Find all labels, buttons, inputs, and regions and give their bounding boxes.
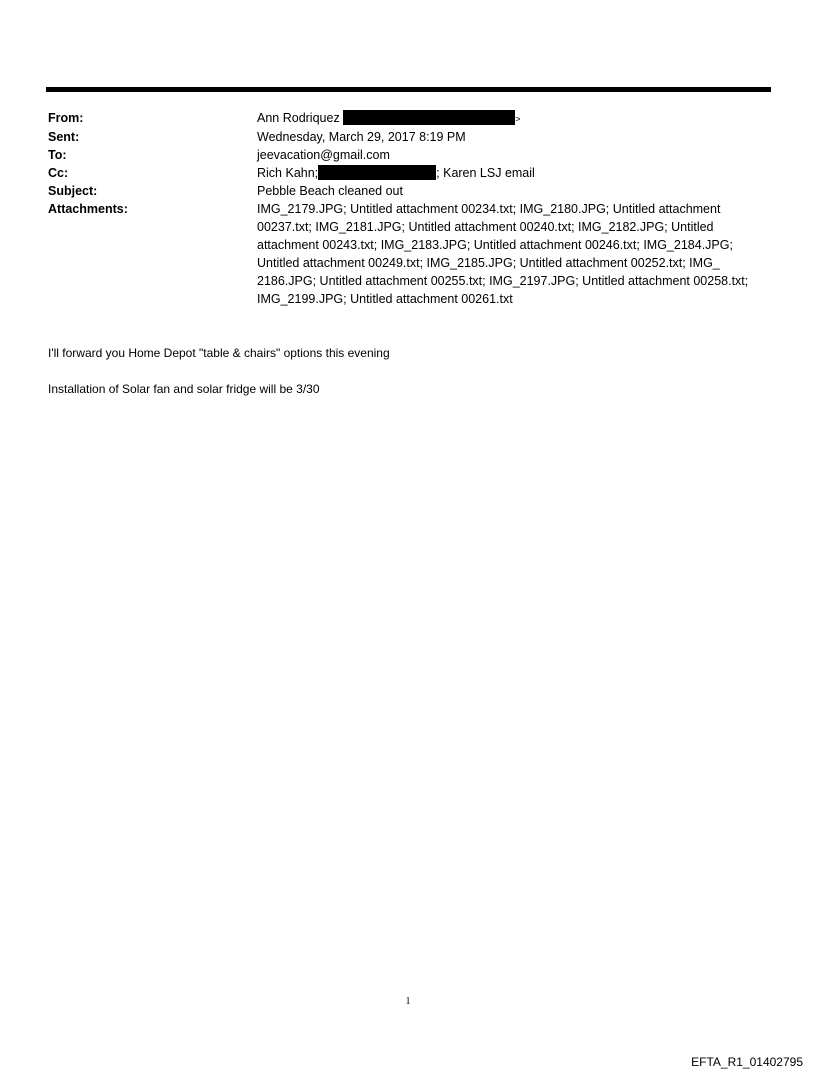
document-id: EFTA_R1_01402795: [691, 1055, 803, 1069]
to-label: To:: [48, 148, 67, 162]
cc-value: [257, 164, 768, 182]
cc-label: Cc:: [48, 166, 69, 180]
redaction-block: [343, 110, 515, 125]
email-header: [48, 109, 768, 308]
subject-value: Pebble Beach cleaned out: [257, 184, 403, 198]
page-number: 1: [405, 996, 411, 1007]
sent-label: Sent:: [48, 130, 80, 144]
redaction-block: [318, 165, 436, 180]
sent-value: Wednesday, March 29, 2017 8:19 PM: [257, 130, 466, 144]
body-line-2: Installation of Solar fan and solar fridge will be 3/30: [48, 382, 320, 396]
sent-row: [48, 128, 768, 146]
from-name: Ann Rodriquez: [257, 111, 340, 125]
to-value: jeevacation@gmail.com: [257, 148, 390, 162]
attachments-row: [48, 200, 768, 308]
cc-end: ; Karen LSJ email: [436, 166, 535, 180]
from-row: [48, 109, 768, 128]
cc-row: [48, 164, 768, 182]
attachments-value: IMG_2179.JPG; Untitled attachment 00234.txt; IMG_2180.JPG; Untitled attachment 00237.txt; IMG_2181.JPG; Untitled attachment 00240.txt; IMG_2182.JPG; Untitled attachment 00243.txt; IMG_2183.JPG; Untitled attachment 00246.txt; IMG_2184.JPG; Untitled attachment 00249.txt; IMG_2185.JPG; Untitled attachment 00252.txt; IMG_ 2186.JPG; Untitled attachment 00255.txt; IMG_2197.JPG; Untitled attachment 00258.txt; IMG_2199.JPG; Untitled attachment 00261.txt: [257, 202, 749, 306]
to-row: [48, 146, 768, 164]
from-tail: >: [515, 114, 521, 124]
attachments-label: Attachments:: [48, 202, 128, 216]
header-divider: [46, 87, 771, 92]
from-label: From:: [48, 111, 84, 125]
cc-start: Rich Kahn;: [257, 166, 319, 180]
from-value: [257, 109, 768, 128]
subject-row: [48, 182, 768, 200]
subject-label: Subject:: [48, 184, 98, 198]
body-line-1: I'll forward you Home Depot "table & chairs" options this evening: [48, 346, 390, 360]
